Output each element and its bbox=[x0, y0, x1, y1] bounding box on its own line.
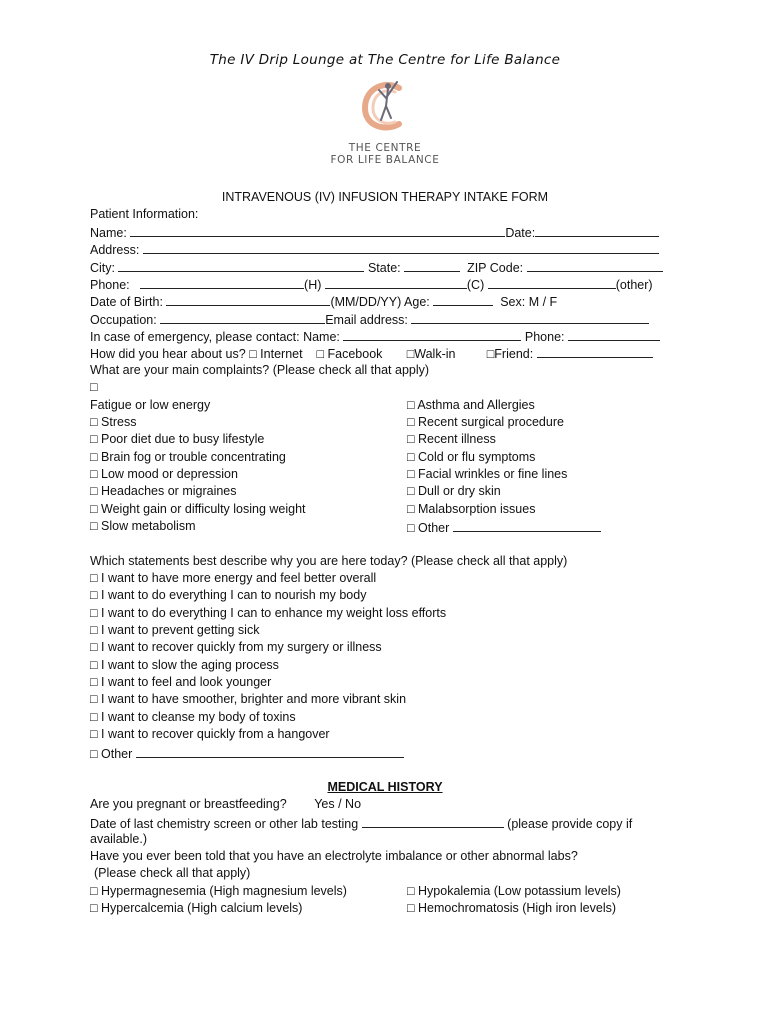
complaint-item[interactable]: □ Recent illness bbox=[407, 432, 496, 446]
state-label: State: bbox=[367, 261, 401, 275]
reason-item[interactable]: □ I want to prevent getting sick bbox=[90, 623, 260, 637]
complaints-question: What are your main complaints? (Please check all that apply) bbox=[90, 363, 430, 377]
reason-item[interactable]: □ I want to do everything I can to enhance my weight loss efforts bbox=[90, 606, 447, 620]
complaint-other-field[interactable] bbox=[453, 519, 601, 532]
complaint-other-row bbox=[407, 519, 601, 535]
emergency-name-field[interactable] bbox=[343, 328, 521, 341]
complaint-item[interactable]: □ Brain fog or trouble concentrating bbox=[90, 450, 286, 464]
referral-internet-checkbox[interactable]: □ Internet bbox=[249, 347, 303, 361]
complaint-item[interactable]: □ Asthma and Allergies bbox=[407, 398, 535, 412]
referral-walkin-checkbox[interactable]: □Walk-in bbox=[406, 347, 456, 361]
city-row bbox=[90, 259, 663, 275]
pregnant-question: Are you pregnant or breastfeeding? bbox=[90, 797, 287, 811]
complaints-lone-checkbox[interactable]: □ bbox=[90, 380, 98, 394]
lab-note: (please provide copy if bbox=[507, 817, 633, 831]
complaint-item[interactable]: □ Headaches or migraines bbox=[90, 484, 237, 498]
lab-option[interactable]: □ Hemochromatosis (High iron levels) bbox=[407, 901, 617, 915]
referral-friend-checkbox[interactable]: □Friend: bbox=[486, 347, 534, 361]
complaint-item[interactable]: □ Cold or flu symptoms bbox=[407, 450, 536, 464]
complaint-item[interactable]: □ Facial wrinkles or fine lines bbox=[407, 467, 568, 481]
complaint-item[interactable]: □ Poor diet due to busy lifestyle bbox=[90, 432, 265, 446]
emergency-phone-label: Phone: bbox=[524, 330, 565, 344]
lab-row bbox=[90, 815, 632, 831]
check-all-note: (Please check all that apply) bbox=[94, 866, 251, 880]
pregnant-options[interactable]: Yes / No bbox=[314, 797, 362, 811]
complaint-item[interactable]: □ Recent surgical procedure bbox=[407, 415, 564, 429]
lab-option[interactable]: □ Hypercalcemia (High calcium levels) bbox=[90, 901, 303, 915]
complaint-other-checkbox[interactable]: □ Other bbox=[407, 521, 450, 535]
occupation-label: Occupation: bbox=[90, 313, 157, 327]
phone-cell-field[interactable] bbox=[325, 276, 467, 289]
email-label: Email address: bbox=[325, 313, 408, 327]
name-label: Name: bbox=[90, 226, 127, 240]
phone-home-field[interactable] bbox=[140, 276, 304, 289]
dob-label: Date of Birth: bbox=[90, 295, 163, 309]
lab-question: Date of last chemistry screen or other lab testing bbox=[90, 817, 359, 831]
reason-other-field[interactable] bbox=[136, 745, 404, 758]
reason-item[interactable]: □ I want to recover quickly from a hangover bbox=[90, 727, 330, 741]
reason-item[interactable]: □ I want to feel and look younger bbox=[90, 675, 272, 689]
city-field[interactable] bbox=[118, 259, 364, 272]
complaint-item[interactable]: □ Malabsorption issues bbox=[407, 502, 536, 516]
lab-option[interactable]: □ Hypermagnesemia (High magnesium levels) bbox=[90, 884, 347, 898]
age-field[interactable] bbox=[433, 293, 493, 306]
sex-label: Sex: M / F bbox=[500, 295, 558, 309]
reason-item[interactable]: □ I want to cleanse my body of toxins bbox=[90, 710, 296, 724]
state-field[interactable] bbox=[404, 259, 460, 272]
pregnant-row bbox=[90, 797, 361, 811]
dob-format-label: (MM/DD/YY) Age: bbox=[330, 295, 430, 309]
patient-info-label: Patient Information: bbox=[90, 207, 199, 221]
lab-option[interactable]: □ Hypokalemia (Low potassium levels) bbox=[407, 884, 621, 898]
brand-line-2: FOR LIFE BALANCE bbox=[330, 154, 440, 166]
referral-row bbox=[90, 345, 653, 361]
medical-history-heading: MEDICAL HISTORY bbox=[327, 780, 443, 794]
address-field[interactable] bbox=[143, 241, 659, 254]
zip-label: ZIP Code: bbox=[467, 261, 524, 275]
phone-row bbox=[90, 276, 653, 292]
referral-facebook-checkbox[interactable]: □ Facebook bbox=[316, 347, 383, 361]
emergency-label: In case of emergency, please contact: Name: bbox=[90, 330, 340, 344]
reason-item[interactable]: □ I want to have more energy and feel better overall bbox=[90, 571, 377, 585]
referral-label: How did you hear about us? bbox=[90, 347, 246, 361]
lab-note-continued: available.) bbox=[90, 832, 147, 846]
address-row bbox=[90, 241, 659, 257]
centre-logo-icon bbox=[355, 76, 415, 136]
reason-item[interactable]: □ I want to do everything I can to nourish my body bbox=[90, 588, 367, 602]
referral-friend-field[interactable] bbox=[537, 345, 653, 358]
phone-c-label: (C) bbox=[466, 278, 485, 292]
brand-line-1: THE CENTRE bbox=[348, 142, 422, 154]
date-label: Date: bbox=[505, 226, 536, 240]
address-label: Address: bbox=[90, 243, 140, 257]
complaint-item[interactable]: □ Stress bbox=[90, 415, 137, 429]
reasons-question: Which statements best describe why you are here today? (Please check all that apply) bbox=[90, 554, 568, 568]
reason-other-row bbox=[90, 745, 404, 761]
complaint-item[interactable]: □ Slow metabolism bbox=[90, 519, 196, 533]
phone-other-label: (other) bbox=[615, 278, 653, 292]
page-title: The IV Drip Lounge at The Centre for Life Balance bbox=[209, 52, 561, 68]
reason-item[interactable]: □ I want to have smoother, brighter and more vibrant skin bbox=[90, 692, 407, 706]
lab-date-field[interactable] bbox=[362, 815, 504, 828]
complaint-item[interactable]: □ Dull or dry skin bbox=[407, 484, 501, 498]
reason-item[interactable]: □ I want to slow the aging process bbox=[90, 658, 279, 672]
complaint-item[interactable]: □ Weight gain or difficulty losing weight bbox=[90, 502, 306, 516]
city-label: City: bbox=[90, 261, 115, 275]
date-field[interactable] bbox=[535, 224, 659, 237]
name-field[interactable] bbox=[130, 224, 505, 237]
dob-row bbox=[90, 293, 557, 309]
form-title: INTRAVENOUS (IV) INFUSION THERAPY INTAKE FORM bbox=[221, 190, 549, 204]
zip-field[interactable] bbox=[527, 259, 663, 272]
reason-item[interactable]: □ I want to recover quickly from my surgery or illness bbox=[90, 640, 382, 654]
complaint-item[interactable]: □ Low mood or depression bbox=[90, 467, 238, 481]
occupation-row bbox=[90, 311, 649, 327]
emergency-row bbox=[90, 328, 660, 344]
email-field[interactable] bbox=[411, 311, 649, 324]
occupation-field[interactable] bbox=[160, 311, 325, 324]
phone-h-label: (H) bbox=[304, 278, 322, 292]
name-row bbox=[90, 224, 659, 240]
phone-label: Phone: bbox=[90, 278, 130, 292]
emergency-phone-field[interactable] bbox=[568, 328, 660, 341]
electrolyte-question: Have you ever been told that you have an electrolyte imbalance or other abnormal labs? bbox=[90, 849, 578, 863]
phone-other-field[interactable] bbox=[488, 276, 616, 289]
reason-other-checkbox[interactable]: □ Other bbox=[90, 747, 133, 761]
complaint-item[interactable]: Fatigue or low energy bbox=[90, 398, 211, 412]
dob-field[interactable] bbox=[166, 293, 330, 306]
